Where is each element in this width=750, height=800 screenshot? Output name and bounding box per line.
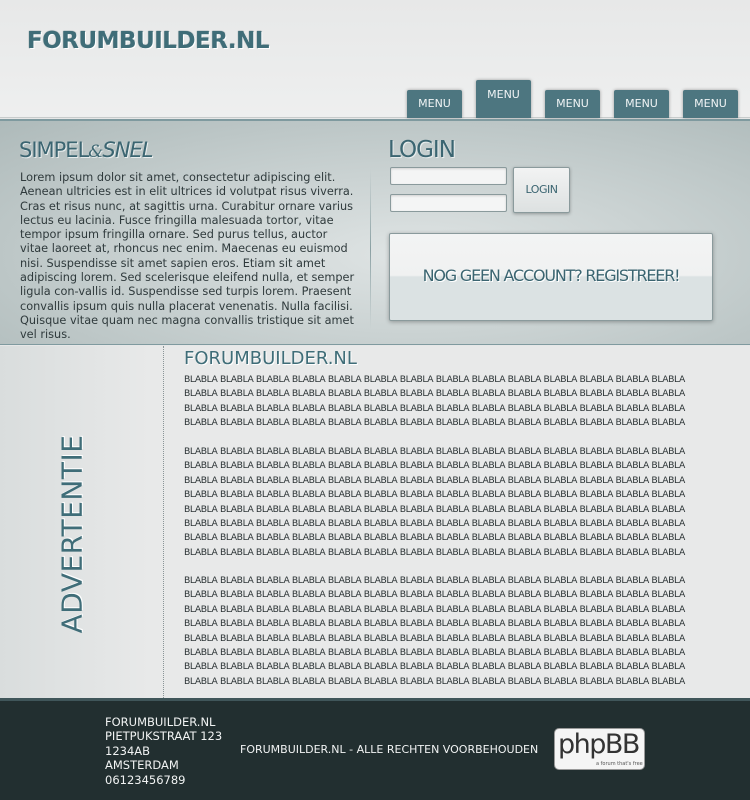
hero-title — [19, 138, 152, 162]
nav-menu-5[interactable]: MENU — [683, 90, 738, 118]
phpbb-tagline: a forum that's free — [596, 761, 643, 767]
hero-title-snel: SNEL — [102, 138, 153, 162]
phpbb-wordmark: phpBB — [558, 729, 639, 760]
site-header — [0, 0, 750, 118]
content-title: FORUMBUILDER.NL — [184, 348, 357, 369]
advertisement-label: ADVERTENTIE — [55, 434, 89, 634]
nav-menu-4[interactable]: MENU — [614, 90, 669, 118]
address-phone: 06123456789 — [105, 772, 186, 787]
content-paragraph-3: BLABLA BLABLA BLABLA BLABLA BLABLA BLABLA BLABLA BLABLA BLABLA BLABLA BLABLA BLABLA BLABLA BLABLA BLABLA BLABLA BLABLA BLABLA BLABLA BLABLA BLABLA BLABLA BLABLA BLABLA BLABLA BLABLA BLABLA BLABLA BLABLA BLABLA BLABLA BLABLA BLABLA BLABLA BLABLA BLABLA BLABLA BLABLA BLABLA BLABLA BLABLA BLABLA BLABLA BLABLA BLABLA BLABLA BLABLA BLABLA BLABLA BLABLA BLABLA BLABLA BLABLA BLABLA BLABLA BLABLA BLABLA BLABLA BLABLA BLABLA BLABLA BLABLA BLABLA BLABLA BLABLA BLABLA BLABLA BLABLA BLABLA BLABLA BLABLA BLABLA BLABLA BLABLA BLABLA BLABLA BLABLA BLABLA BLABLA BLABLA BLABLA BLABLA BLABLA BLABLA BLABLA BLABLA BLABLA BLABLA BLABLA BLABLA BLABLA BLABLA BLABLA BLABLA BLABLA BLABLA BLABLA BLABLA BLABLA BLABLA BLABLA BLABLA BLABLA BLABLA BLABLA BLABLA BLABLA BLABLA BLABLA BLABLA BLABLA BLABLA — [184, 575, 685, 687]
site-logo[interactable]: FORUMBUILDER.NL — [27, 28, 270, 54]
hero-divider — [370, 169, 371, 329]
address-city: AMSTERDAM — [105, 758, 179, 773]
nav-menu-3[interactable]: MENU — [545, 90, 600, 118]
advertisement-column — [0, 346, 164, 698]
address-company: FORUMBUILDER.NL — [105, 715, 216, 729]
nav-menu-1[interactable]: MENU — [407, 90, 462, 118]
nav-menu-2[interactable]: MENU — [476, 80, 531, 118]
content-paragraph-1: BLABLA BLABLA BLABLA BLABLA BLABLA BLABLA BLABLA BLABLA BLABLA BLABLA BLABLA BLABLA BLABLA BLABLA BLABLA BLABLA BLABLA BLABLA BLABLA BLABLA BLABLA BLABLA BLABLA BLABLA BLABLA BLABLA BLABLA BLABLA BLABLA BLABLA BLABLA BLABLA BLABLA BLABLA BLABLA BLABLA BLABLA BLABLA BLABLA BLABLA BLABLA BLABLA BLABLA BLABLA BLABLA BLABLA BLABLA BLABLA BLABLA BLABLA BLABLA BLABLA BLABLA BLABLA BLABLA BLABLA — [184, 374, 685, 429]
content-paragraph-2: BLABLA BLABLA BLABLA BLABLA BLABLA BLABLA BLABLA BLABLA BLABLA BLABLA BLABLA BLABLA BLABLA BLABLA BLABLA BLABLA BLABLA BLABLA BLABLA BLABLA BLABLA BLABLA BLABLA BLABLA BLABLA BLABLA BLABLA BLABLA BLABLA BLABLA BLABLA BLABLA BLABLA BLABLA BLABLA BLABLA BLABLA BLABLA BLABLA BLABLA BLABLA BLABLA BLABLA BLABLA BLABLA BLABLA BLABLA BLABLA BLABLA BLABLA BLABLA BLABLA BLABLA BLABLA BLABLA BLABLA BLABLA BLABLA BLABLA BLABLA BLABLA BLABLA BLABLA BLABLA BLABLA BLABLA BLABLA BLABLA BLABLA BLABLA BLABLA BLABLA BLABLA BLABLA BLABLA BLABLA BLABLA BLABLA BLABLA BLABLA BLABLA BLABLA BLABLA BLABLA BLABLA BLABLA BLABLA BLABLA BLABLA BLABLA BLABLA BLABLA BLABLA BLABLA BLABLA BLABLA BLABLA BLABLA BLABLA BLABLA BLABLA BLABLA BLABLA BLABLA BLABLA BLABLA BLABLA BLABLA BLABLA BLABLA BLABLA BLABLA — [184, 446, 685, 558]
address-street: PIETPUKSTRAAT 123 — [105, 729, 223, 744]
hero-description: Lorem ipsum dolor sit amet, consectetur adipiscing elit. Aenean ultricies est in elit ultrices id volutpat risus viverra. Cras et risus nunc, at sagittis urna. Curabitur ornare varius lectus eu lacinia. Fusce fringilla malesuada tortor, vitae tempor ipsum fringilla ornare. Sed purus tellus, auctor vitae laoreet at, rhoncus nec enim. Maecenas eu euismod nisi. Suspendisse sit amet sapien eros. Etiam sit amet adipiscing lorem. Sed scelerisque eleifend nulla, et semper ligula con-vallis id. Suspendisse sed turpis lorem. Praesent convallis ipsum quis nulla placerat venenatis. Nulla facilisi. Quisque vitae quam nec magna convallis tristique sit amet vel risus. — [20, 171, 355, 342]
site-footer — [0, 698, 750, 800]
hero-section — [0, 119, 750, 345]
main-content — [0, 346, 750, 698]
hero-title-simpel: SIMPEL — [19, 138, 89, 162]
register-button[interactable]: NOG GEEN ACCOUNT? REGISTREER! — [389, 233, 713, 321]
address-postcode: 1234AB — [105, 743, 151, 758]
password-input[interactable] — [390, 194, 507, 212]
hero-title-amp: & — [88, 142, 103, 162]
login-title: LOGIN — [388, 137, 455, 163]
footer-address — [105, 715, 222, 787]
username-input[interactable] — [390, 167, 507, 185]
phpbb-logo[interactable] — [554, 728, 645, 770]
footer-copyright: FORUMBUILDER.NL - ALLE RECHTEN VOORBEHOUDEN — [240, 743, 539, 756]
login-button[interactable]: LOGIN — [513, 167, 570, 213]
